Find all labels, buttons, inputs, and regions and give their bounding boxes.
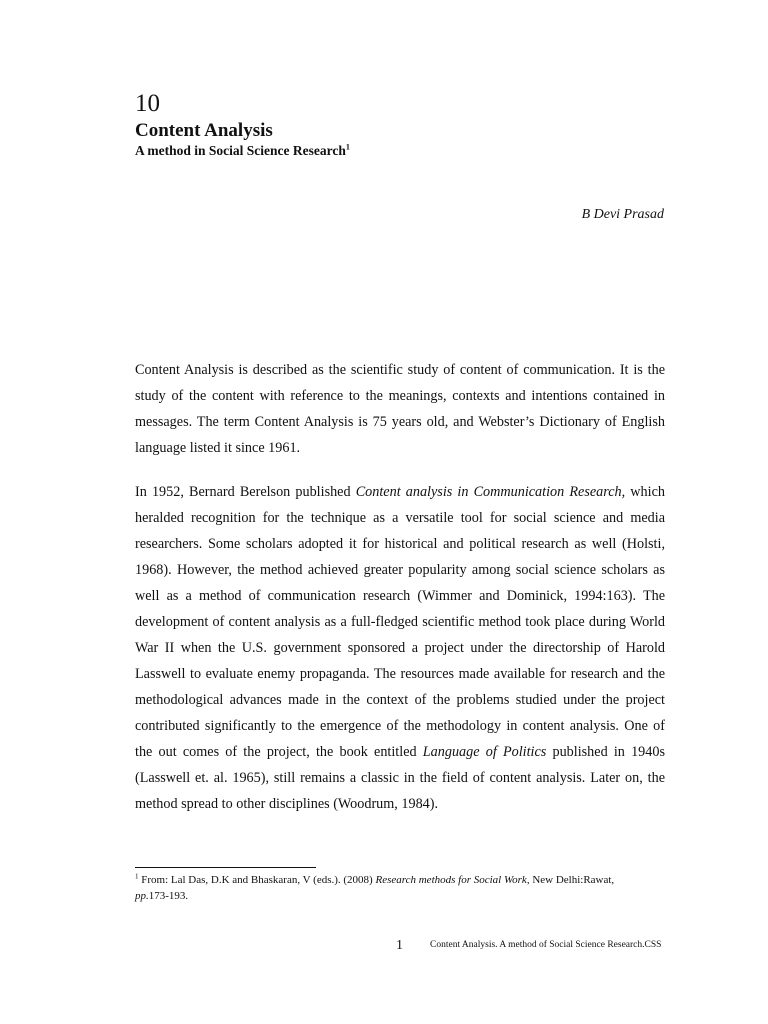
footnote-book-title: Research methods for Social Work xyxy=(375,874,527,886)
body-paragraph-1: Content Analysis is described as the scientific study of content of communication. It is the study of the content with reference to the meanings, contexts and intentions contained in messages. The term Content Analysis is 75 years old, and Webster’s Dictionary of English language listed it since 1961. xyxy=(135,362,665,456)
footnote-divider xyxy=(135,867,316,868)
footnote xyxy=(135,872,635,904)
paragraph-text: published in 1940s (Lasswell et. al. 1965), still remains a classic in the field of content analysis. Later on, the method spread to other disciplines (Woodrum, 1984). xyxy=(135,744,665,812)
subtitle-text: A method in Social Science Research xyxy=(135,143,346,158)
book-title-italic: Language of Politics xyxy=(422,744,547,760)
book-title-italic: Content analysis in Communication Research, xyxy=(355,484,626,500)
chapter-title: Content Analysis xyxy=(135,120,273,141)
footnote-reference: 1 xyxy=(345,142,350,152)
author-name: B Devi Prasad xyxy=(581,207,664,222)
footnote-mark: 1 xyxy=(135,872,139,881)
chapter-number: 10 xyxy=(135,90,160,117)
page-number: 1 xyxy=(396,938,403,953)
chapter-subtitle xyxy=(135,143,350,159)
footnote-text: 173-193. xyxy=(148,890,189,902)
footnote-text: From: Lal Das, D.K and Bhaskaran, V (eds.). (2008) xyxy=(138,874,376,886)
footnote-text: , New Delhi:Rawat, xyxy=(526,874,615,886)
paragraph-text: which heralded recognition for the technique as a versatile tool for social science and media researchers. Some scholars adopted it for historical and political research as well (Holsti, 1968). However, the method achieved greater popularity among social science scholars as well as a method of communication research (Wimmer and Dominick, 1994:163). The development of content analysis as a full-fledged scientific method took place during World War II when the U.S. government sponsored a project under the directorship of Harold Lasswell to evaluate enemy propaganda. The resources made available for research and the methodological advances made in the context of the problems studied under the project contributed significantly to the emergence of the methodology in content analysis. One of the out comes of the project, the book entitled xyxy=(135,484,665,760)
running-footer: Content Analysis. A method of Social Science Research.CSS xyxy=(430,940,662,950)
body-paragraph-2 xyxy=(135,479,665,817)
paragraph-text: In 1952, Bernard Berelson published xyxy=(135,484,356,500)
footnote-pages-abbrev: pp. xyxy=(135,890,149,902)
